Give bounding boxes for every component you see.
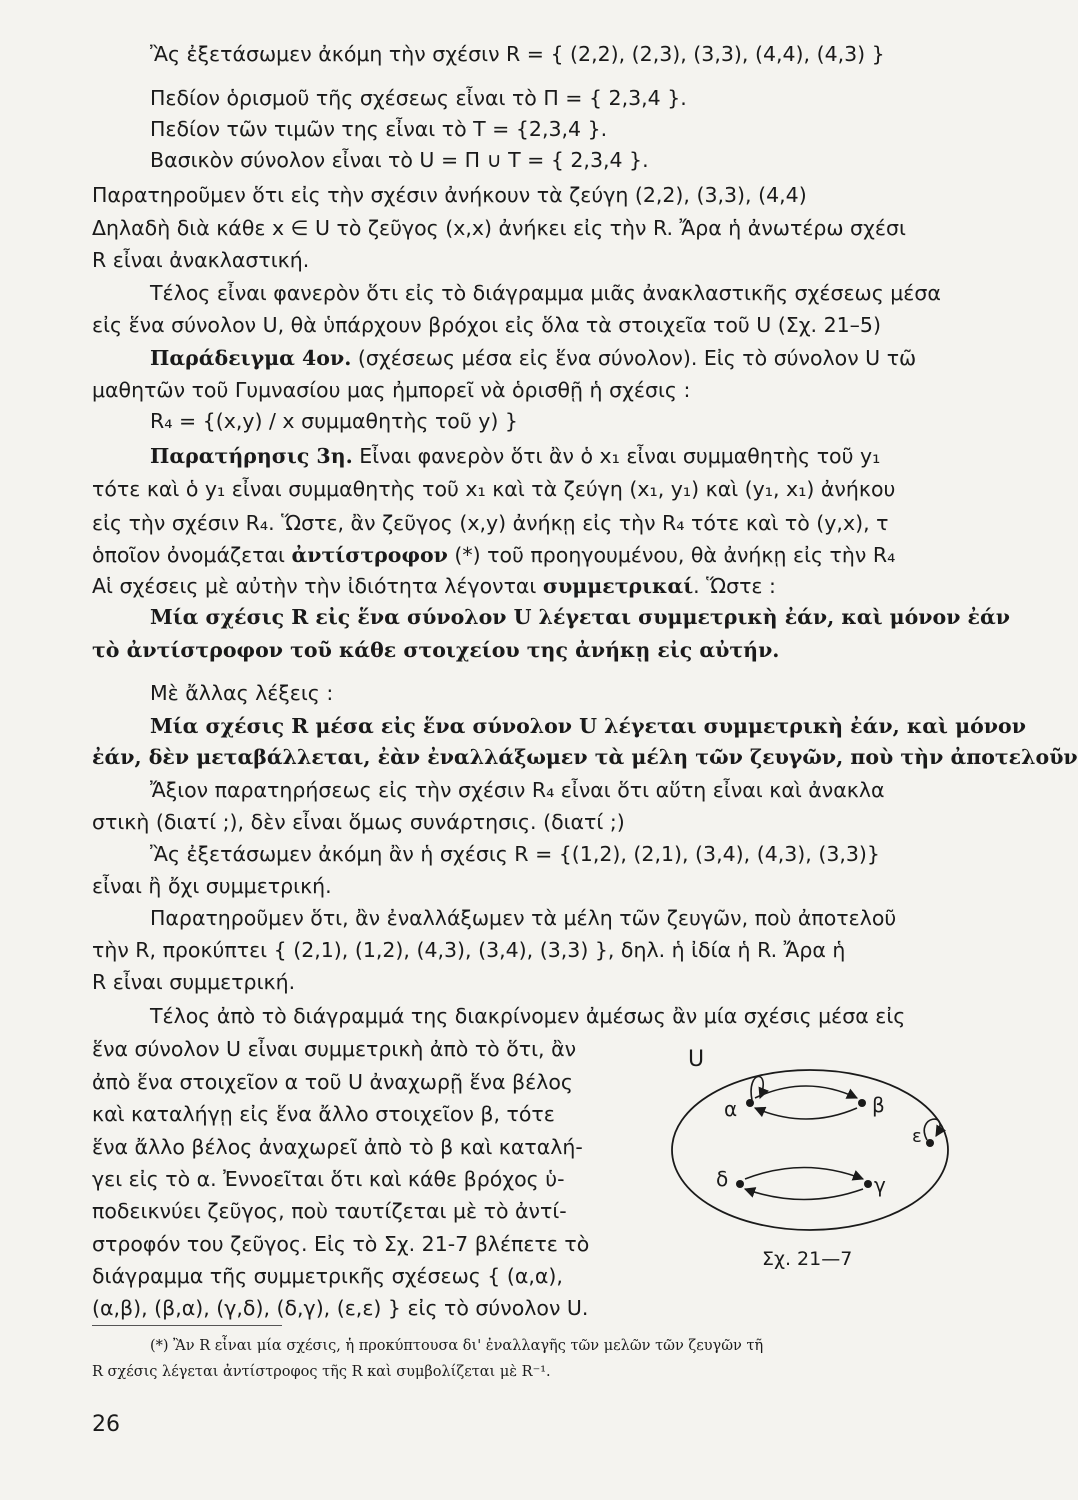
text-line: τότε καὶ ὁ y₁ εἶναι συμμαθητὴς τοῦ x₁ καὶ τὰ ζεύγη (x₁, y₁) καὶ (y₁, x₁) ἀνήκου: [92, 477, 896, 501]
text-line: Ἂς ἐξετάσωμεν ἀκόμη τὴν σχέσιν R = { (2,2), (2,3), (3,3), (4,4), (4,3) }: [150, 42, 885, 66]
footnote-line: (*) Ἂν R εἶναι μία σχέσις, ἡ προκύπτουσα δι' ἐναλλαγῆς τῶν μελῶν τῶν ζευγῶν τῆ: [150, 1338, 764, 1354]
text-span: (*) τοῦ προηγουμένου, θὰ ἀνήκῃ εἰς τὴν R₄: [447, 543, 896, 567]
footnote-line: R σχέσις λέγεται ἀντίστροφος τῆς R καὶ συμβολίζεται μὲ R⁻¹.: [92, 1364, 551, 1380]
text-line: ποδεικνύει ζεῦγος, ποὺ ταυτίζεται μὲ τὸ ἀντί-: [92, 1199, 567, 1223]
text-span: . Ὥστε :: [693, 574, 776, 598]
loop-epsilon: [924, 1119, 940, 1140]
figure-caption: Σχ. 21—7: [762, 1248, 853, 1270]
definition-line: τὸ ἀντίστροφον τοῦ κάθε στοιχείου της ἀνήκῃ εἰς αὐτήν.: [92, 638, 780, 662]
text-line: (α,β), (β,α), (γ,δ), (δ,γ), (ε,ε) } εἰς τὸ σύνολον U.: [92, 1296, 589, 1320]
formula-line: R₄ = {(x,y) / x συμμαθητὴς τοῦ y) }: [150, 409, 518, 433]
text-line: εἰς ἕνα σύνολον U, θὰ ὑπάρχουν βρόχοι εἰς ὅλα τὰ στοιχεῖα τοῦ U (Σχ. 21–5): [92, 313, 881, 337]
text-line: Μὲ ἄλλας λέξεις :: [150, 681, 334, 705]
label-delta: δ: [716, 1167, 729, 1191]
text-line: ἀπὸ ἕνα στοιχεῖον α τοῦ U ἀναχωρῇ ἕνα βέλος: [92, 1070, 573, 1094]
text-line: ἕνα σύνολον U εἶναι συμμετρικὴ ἀπὸ τὸ ὅτι, ἂν: [92, 1037, 577, 1061]
arrow-beta-alpha: [755, 1108, 857, 1119]
definition-line: Μία σχέσις R εἰς ἕνα σύνολον U λέγεται συμμετρικὴ ἐάν, καὶ μόνον ἐάν: [150, 605, 1011, 629]
point-gamma: [864, 1180, 872, 1188]
label-beta: β: [872, 1093, 885, 1117]
text-line: Τέλος εἶναι φανερὸν ὅτι εἰς τὸ διάγραμμα μιᾶς ἀνακλαστικῆς σχέσεως μέσα: [150, 281, 941, 305]
text-line: εἶναι ἢ ὄχι συμμετρική.: [92, 874, 332, 898]
text-line: εἰς τὴν σχέσιν R₄. Ὥστε, ἂν ζεῦγος (x,y) ἀνήκῃ εἰς τὴν R₄ τότε καὶ τὸ (y,x), τ: [92, 511, 889, 535]
set-label: U: [688, 1047, 705, 1072]
text-line: τὴν R, προκύπτει { (2,1), (1,2), (4,3), (3,4), (3,3) }, δηλ. ἡ ἰδία ἡ R. Ἄρα ἡ: [92, 938, 846, 962]
arrow-alpha-beta: [755, 1086, 857, 1098]
remark-text: Εἶναι φανερὸν ὅτι ἂν ὁ x₁ εἶναι συμμαθητὴς τοῦ y₁: [352, 444, 881, 468]
text-line: Παρατηροῦμεν ὅτι, ἂν ἐναλλάξωμεν τὰ μέλη τῶν ζευγῶν, ποὺ ἀποτελοῦ: [150, 906, 897, 930]
definition-line: ἐάν, δὲν μεταβάλλεται, ἐὰν ἐναλλάξωμεν τὰ μέλη τῶν ζευγῶν, ποὺ τὴν ἀποτελοῦν: [92, 745, 1078, 769]
text-line: [92, 541, 953, 569]
term-inverse: ἀντίστροφον: [291, 543, 448, 567]
text-line: R εἶναι ἀνακλαστική.: [92, 248, 310, 272]
text-line: [92, 572, 953, 600]
term-symmetric: συμμετρικαί: [542, 574, 694, 598]
label-epsilon: ε: [912, 1126, 922, 1147]
text-line: γει εἰς τὸ α. Ἐννοεῖται ὅτι καὶ κάθε βρόχος ὑ-: [92, 1167, 565, 1191]
text-span: Αἱ σχέσεις μὲ αὐτὴν τὴν ἰδιότητα λέγονται: [92, 574, 543, 598]
label-gamma: γ: [874, 1173, 886, 1197]
example-heading: Παράδειγμα 4ον.: [150, 346, 352, 370]
point-alpha: [746, 1099, 754, 1107]
text-line: Πεδίον ὁρισμοῦ τῆς σχέσεως εἶναι τὸ Π = { 2,3,4 }.: [150, 86, 687, 110]
remark-line: [92, 442, 953, 470]
label-alpha: α: [724, 1097, 738, 1121]
text-line: Δηλαδὴ διὰ κάθε x ∈ U τὸ ζεῦγος (x,x) ἀνήκει εἰς τὴν R. Ἄρα ἡ ἀνωτέρω σχέσι: [92, 216, 906, 240]
text-line: Βασικὸν σύνολον εἶναι τὸ U = Π ∪ T = { 2,3,4 }.: [150, 148, 649, 172]
example-line: [92, 344, 953, 372]
text-line: Παρατηροῦμεν ὅτι εἰς τὴν σχέσιν ἀνήκουν τὰ ζεύγη (2,2), (3,3), (4,4): [92, 183, 807, 207]
arrow-gamma-delta: [745, 1189, 863, 1200]
page-number: 26: [92, 1412, 120, 1437]
text-line: μαθητῶν τοῦ Γυμνασίου μας ἠμπορεῖ νὰ ὁρισθῇ ἡ σχέσις :: [92, 378, 691, 402]
text-line: ἕνα ἄλλο βέλος ἀναχωρεῖ ἀπὸ τὸ β καὶ καταλή-: [92, 1135, 583, 1159]
set-ellipse: [672, 1070, 948, 1230]
text-line: Τέλος ἀπὸ τὸ διάγραμμά της διακρίνομεν ἀμέσως ἂν μία σχέσις μέσα εἰς: [150, 1004, 906, 1028]
text-line: Πεδίον τῶν τιμῶν της εἶναι τὸ T = {2,3,4 }.: [150, 117, 608, 141]
text-line: στικὴ (διατί ;), δὲν εἶναι ὅμως συνάρτησις. (διατί ;): [92, 810, 625, 834]
text-line: στροφόν του ζεῦγος. Εἰς τὸ Σχ. 21-7 βλέπετε τὸ: [92, 1232, 590, 1256]
text-line: Ἂς ἐξετάσωμεν ἀκόμη ἂν ἡ σχέσις R = {(1,2), (2,1), (3,4), (4,3), (3,3)}: [150, 842, 880, 866]
example-text: (σχέσεως μέσα εἰς ἕνα σύνολον). Εἰς τὸ σύνολον U τῶ: [351, 346, 917, 370]
footnote-rule: [92, 1325, 282, 1326]
set-diagram: [660, 1040, 953, 1240]
point-delta: [736, 1180, 744, 1188]
arrow-delta-gamma: [745, 1168, 863, 1180]
definition-line: Μία σχέσις R μέσα εἰς ἕνα σύνολον U λέγεται συμμετρικὴ ἐάν, καὶ μόνον: [150, 714, 1026, 738]
remark-heading: Παρατήρησις 3η.: [150, 444, 353, 468]
text-span: ὁποῖον ὀνομάζεται: [92, 543, 292, 567]
text-line: διάγραμμα τῆς συμμετρικῆς σχέσεως { (α,α),: [92, 1264, 563, 1288]
point-epsilon: [926, 1139, 934, 1147]
point-beta: [858, 1099, 866, 1107]
text-line: καὶ καταλήγῃ εἰς ἕνα ἄλλο στοιχεῖον β, τότε: [92, 1102, 555, 1126]
text-line: Ἄξιον παρατηρήσεως εἰς τὴν σχέσιν R₄ εἶναι ὅτι αὕτη εἶναι καὶ ἀνακλα: [150, 778, 885, 802]
text-line: R εἶναι συμμετρική.: [92, 970, 296, 994]
